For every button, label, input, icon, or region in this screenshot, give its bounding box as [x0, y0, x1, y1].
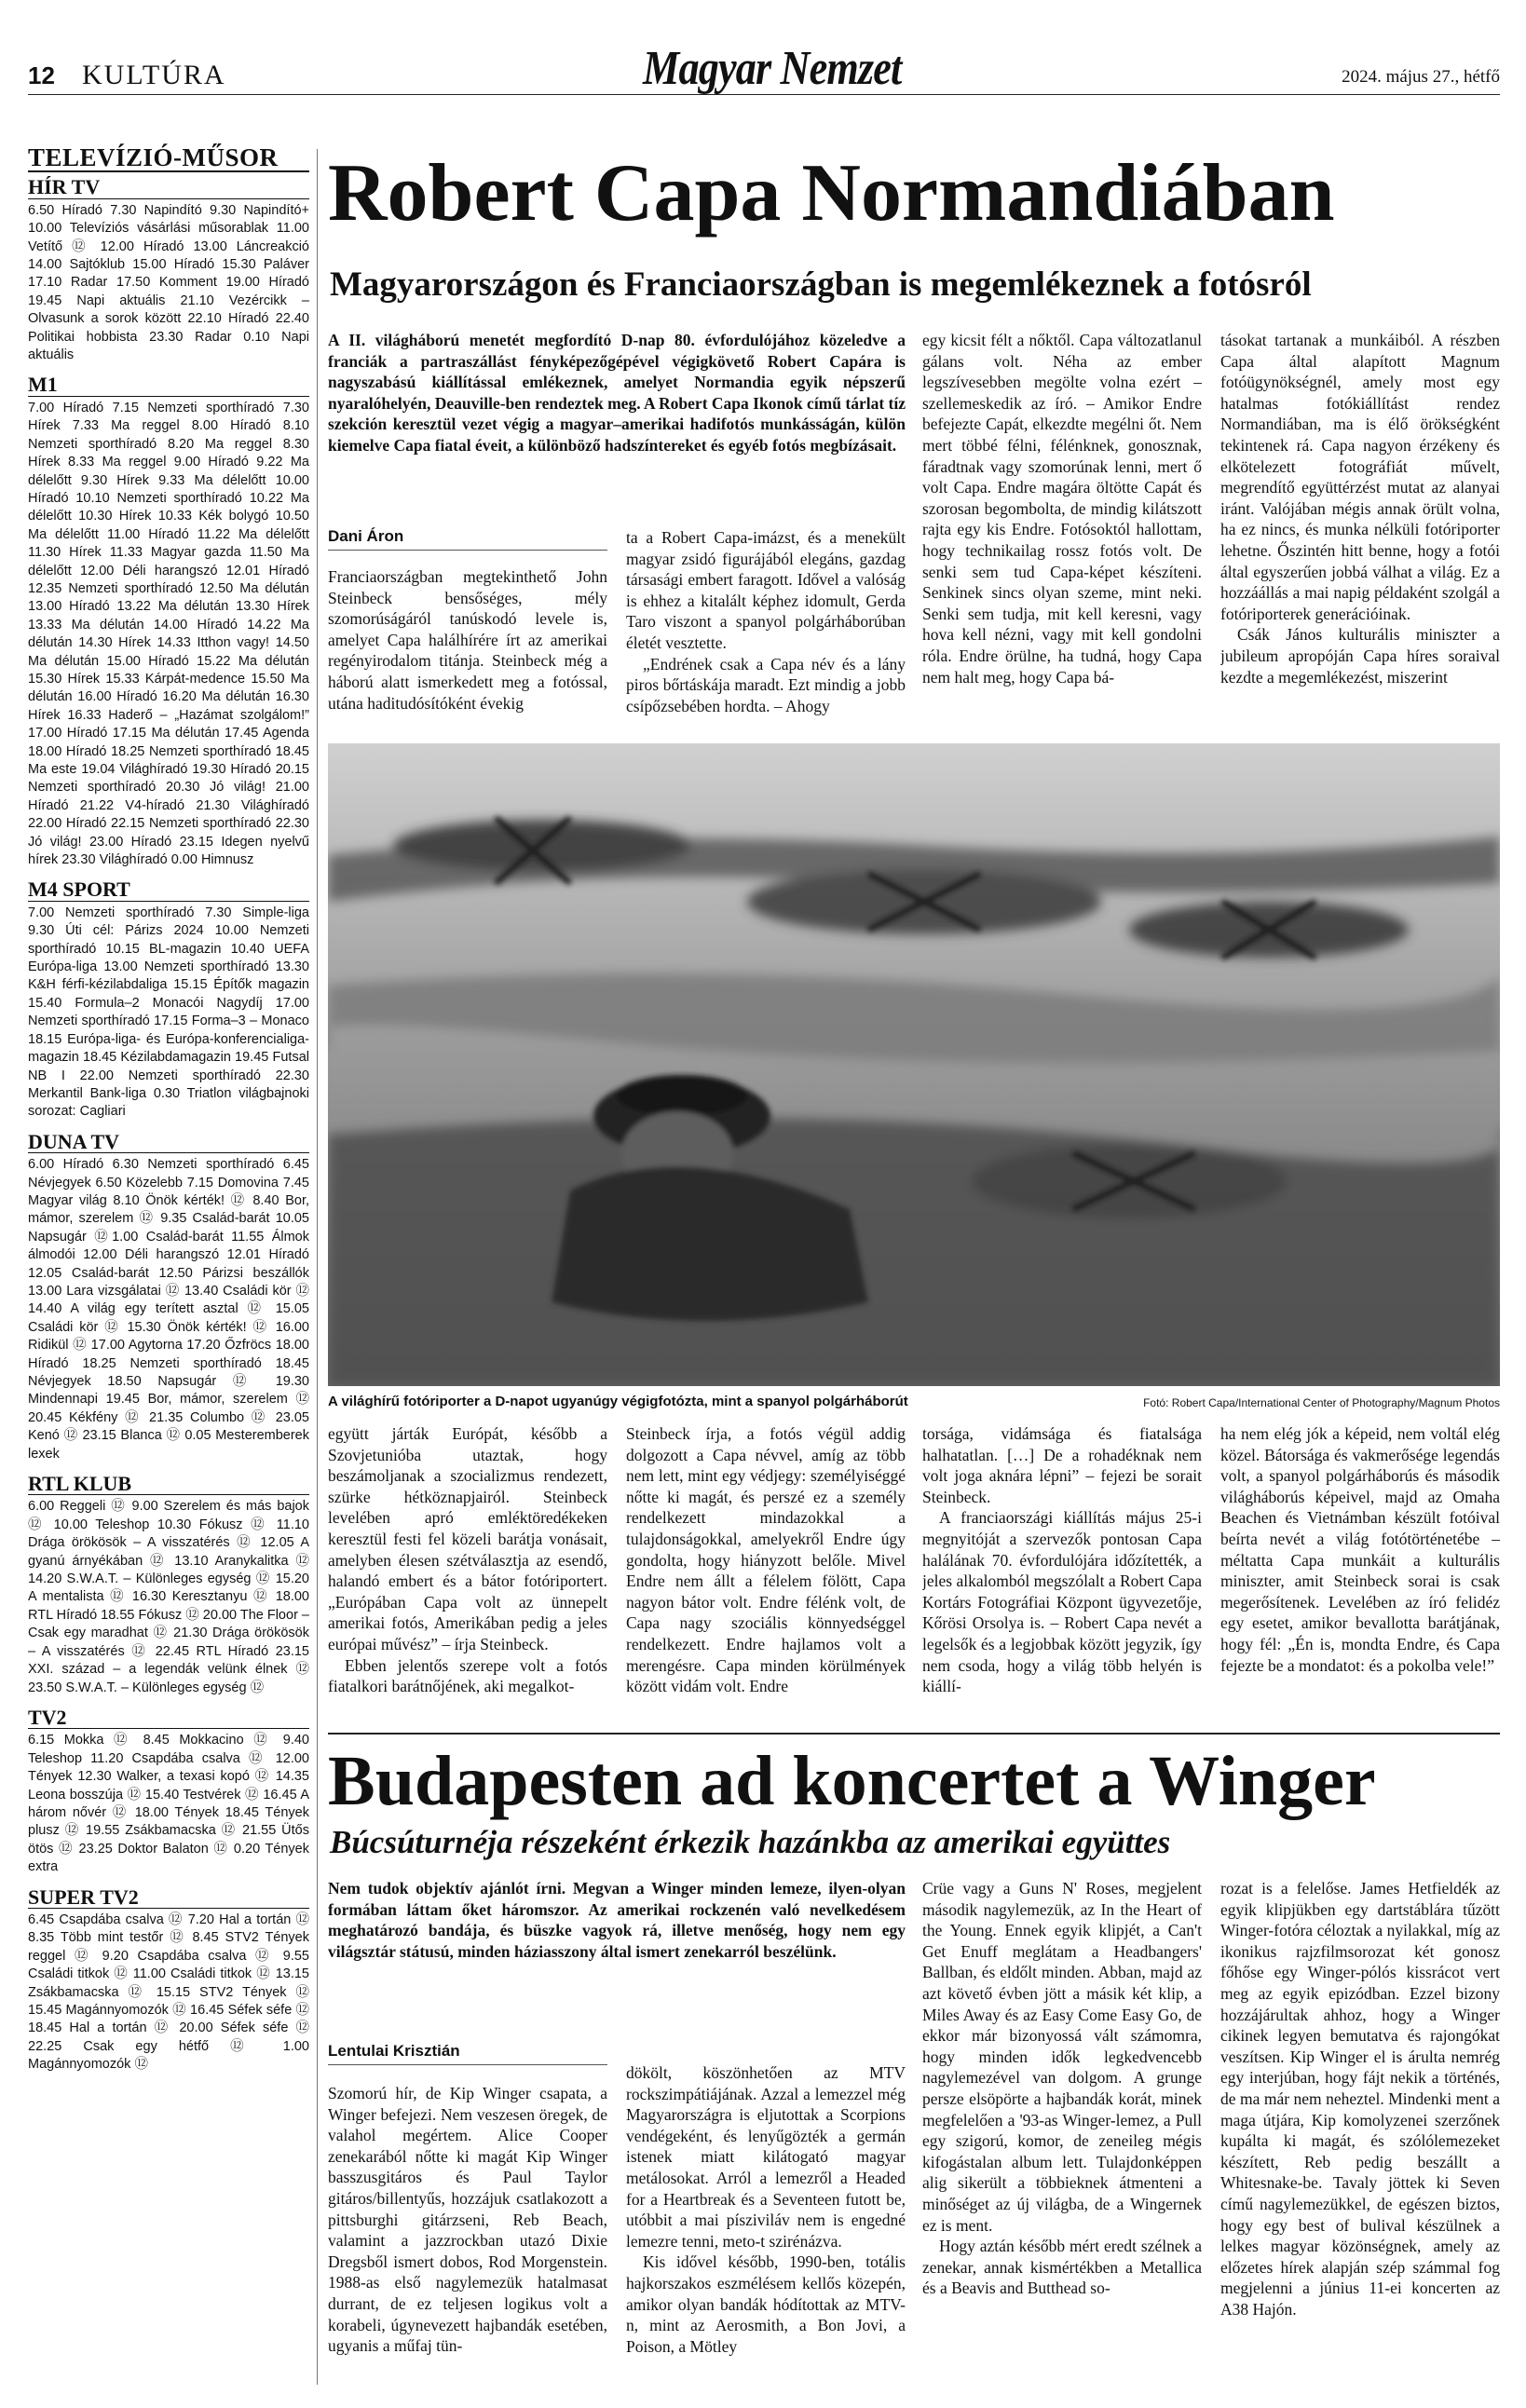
channel-block — [28, 1884, 309, 2075]
newspaper-logo: Magyar Nemzet — [643, 42, 902, 95]
article2-headline: Budapesten ad koncertet a Winger — [328, 1742, 1376, 1820]
photo-credit: Fotó: Robert Capa/International Center of Photography/Magnum Photos — [1143, 1396, 1500, 1409]
article2-column-2 — [626, 2062, 906, 2400]
article1-bottom-column-2 — [626, 1423, 906, 1723]
channel-block — [28, 175, 309, 364]
paragraph: Franciaországban megtekinthető John Steinbeck bensőséges, mély szomorúságáról tanúskodó levele is, amelyet Capa halálhírére írt az amerikai regényirodalom titánja. Steinbeck még a háború alatt ismerkedett meg a fotóssal, utána haditudósítóként évekig — [328, 567, 607, 713]
article1-bottom-column-1 — [328, 1423, 607, 1723]
paragraph: ta a Robert Capa-imázst, és a menekült magyar zsidó figurájából elegáns, gazdag társasági embert faragott. Idővel a valóság is ehhez a kitalált képhez idomult, Gerda Taro viszont a spanyol polgárháborúban életét vesztette. — [626, 528, 906, 652]
paragraph: Szomorú hír, de Kip Winger csapata, a Winger befejezi. Nem veszesen öregek, de valahol megértem. Alice Cooper zenekarából nőtte ki magát Kip Winger basszusgitáros és Paul Taylor gitáros/billentyűs, hozzájuk csatlakozott a pittsburghi gitárzseni, Reb Beach, valamint a jazzrockban utazó Dixie Dregsből ismert dobos, Rod Morgenstein. 1988-as első nagylemezük hatalmasat durrant, de ez teljesen logikus volt a korabeli, úgynevezett hajbandák esetében, ugyanis a műfaj tün- — [328, 2084, 607, 2356]
tv-guide-title: TELEVÍZIÓ-MŰSOR — [28, 149, 309, 172]
channel-name: TV2 — [28, 1708, 309, 1729]
channel-name: RTL KLUB — [28, 1475, 309, 1495]
article1-subheadline: Magyarországon és Franciaországban is megemlékeznek a fotósról — [330, 265, 1312, 304]
article1-top-column-3 — [922, 330, 1202, 734]
channel-schedule: 7.00 Nemzeti sporthíradó 7.30 Simple-liga 9.30 Úti cél: Párizs 2024 10.00 Nemzeti sporthíradó 10.15 BL-magazin 10.40 UEFA Európa-liga 13.00 Nemzeti sporthíradó 13.30 K&H férfi-kézilabdaliga 15.15 Építők magazin 15.40 Formula–2 Monacói Nagydíj 17.00 Nemzeti sporthíradó 17.15 Forma–3 – Monaco 18.15 Európa-liga- és Európa-konferencialiga-magazin 18.45 Kézilabdamagazin 19.45 Futsal NB I 22.00 Nemzeti sporthíradó 22.30 Merkantil Bank-liga 0.30 Triatlon világbajnoki sorozat: Cagliari — [28, 905, 309, 1120]
article1-bottom-column-3 — [922, 1423, 1202, 1723]
page-header — [28, 42, 1500, 95]
paragraph: egy kicsit félt a nőktől. Capa változatlanul gálans volt. Néha az ember legszívesebben megölte volna ezért – szellemeskedik az író. – Amikor Endre befejezte Capát, elkezdte megélni őt. Nem mert többé félni, félénknek, gonosznak, fáradtnak vagy szomorúnak lenni, mert ő volt Capa. Endre magára öltötte Capát és szorosan begombolta, de mindig kilátszott rajta egy kis Endre. Fotósoktól hallottam, hogy technikailag rossz fotós volt. De senki sem tud Capa-képet készíteni. Senkinek sincs olyan szeme, mint neki. Senki sem tudja, mit kell keresni, vagy hova kell nézni, vagy mit kell gondolni róla. Endre örülne, ha tudná, hogy Capa nem halt meg, hogy Capa bá- — [922, 331, 1202, 687]
article1-headline: Robert Capa Normandiában — [328, 148, 1335, 238]
channel-name: HÍR TV — [28, 178, 309, 198]
page-number: 12 — [28, 61, 55, 89]
paragraph: Hogy aztán később mért eredt szélnek a zenekar, annak kismértékben a Metallica és a Beavis and Butthead so- — [922, 2237, 1202, 2298]
paragraph: tásokat tartanak a munkáiból. A részben Capa által alapított Magnum fotóügynökségnél, amely most egy hatalmas fotókiállítást rendez Normandiában, ma is élő örökségként tekintenek rá. Capa nagyon érzékeny és elkötelezett fotográfiát művelt, megrendítő együttérzést mutat az alanyai iránt. Valójában mégis annak örült volna, ha ez nincs, és munka nélküli fotóriporter lehetne. Őszintén hitt benne, hogy a fotói által egyszerűen jobbá válhat a világ. Ez a hozzáállás a mai napig példaként szolgál a fotóriporterek generációinak. — [1220, 331, 1500, 623]
article1-lead: A II. világháború menetét megfordító D-nap 80. évfordulójához közeledve a franciák a partraszállást fényképezőgépével végigkövető Robert Capára is nagyszabású kiállítással emlékeznek, amelyet Normandia egyik népszerű nyaralóhelyén, Deauville-ben rendeztek meg. A Robert Capa Ikonok című tárlat tíz szekción keresztül vezet végig a magyar–amerikai hadifotós munkásságán, külön kiemelve Capa fiatal éveit, a különböző hadszíntereket és egyéb fotós megbízásait. — [328, 331, 906, 455]
paragraph: Kis idővel később, 1990-ben, totális hajkorszakos eszmélésem kellős közepén, amikor olyan bandák hódítottak az MTV-n, mint az Aerosmith, a Bon Jovi, a Poison, a Mötley — [626, 2252, 906, 2356]
channel-name: DUNA TV — [28, 1133, 309, 1153]
channel-block — [28, 1472, 309, 1697]
photo-illustration — [328, 743, 1500, 1386]
channel-schedule: 6.45 Csapdába csalva ⑫ 7.20 Hal a tortán ⑫ 8.35 Több mint testőr ⑫ 8.45 STV2 Tények reggel ⑫ 9.20 Csapdába csalva ⑫ 9.55 Családi titkok ⑫ 11.00 Családi titkok ⑫ 13.15 Zsákbamacska ⑫ 15.15 STV2 Tények ⑫ 15.45 Magánnyomozók ⑫ 16.45 Séfek séfe ⑫ 18.45 Hal a tortán ⑫ 20.00 Séfek séfe ⑫ 22.25 Csak egy hétfő ⑫ 1.00 Magánnyomozók ⑫ — [28, 1911, 309, 2073]
tv-guide-sidebar — [28, 143, 309, 2403]
article1-top-column-1 — [328, 566, 607, 734]
issue-date: 2024. május 27., hétfő — [1342, 67, 1500, 87]
channel-schedule: 7.00 Híradó 7.15 Nemzeti sporthíradó 7.30 Hírek 7.33 Ma reggel 8.00 Híradó 8.10 Nemzeti sporthíradó 8.20 Ma reggel 8.30 Hírek 8.33 Ma reggel 9.00 Híradó 9.22 Ma délelőtt 9.30 Hírek 9.33 Ma délelőtt 10.00 Híradó 10.10 Nemzeti sporthíradó 10.22 Ma délelőtt 10.30 Hírek 10.33 Kék bolygó 10.50 Ma délelőtt 11.00 Híradó 11.22 Ma délelőtt 11.30 Hírek 11.33 Magyar gazda 11.50 Ma délelőtt 12.00 Déli harangszó 12.01 Híradó 12.35 Nemzeti sporthíradó 12.50 Ma délután 13.00 Híradó 13.22 Ma délután 13.30 Hírek 13.33 Ma délután 14.00 Híradó 14.22 Ma délután 14.30 Hírek 14.33 Itthon vagy! 14.50 Ma délután 15.00 Híradó 15.22 Ma délután 15.30 Hírek 15.33 Kárpát-medence 15.50 Ma délután 16.00 Híradó 16.20 Ma délután 16.30 Hírek 16.33 Haderő – „Hazámat szolgálom!” 17.00 Híradó 17.15 Ma délután 17.45 Agenda 18.00 Híradó 18.25 Nemzeti sporthíradó 18.45 Ma este 19.04 Világhíradó 19.30 Híradó 20.15 Nemzeti sporthíradó 20.30 Jó világ! 21.00 Híradó 21.22 V4-híradó 21.30 Világhíradó 22.00 Híradó 22.15 Nemzeti sporthíradó 22.30 Jó világ! 23.00 Híradó 23.15 Idegen nyelvű hírek 23.30 Világhíradó 0.00 Himnusz — [28, 400, 309, 868]
paragraph: Ebben jelentős szerepe volt a fotós fiatalkori barátnőjének, aki megalkot- — [328, 1655, 607, 1696]
paragraph: dökölt, köszönhetően az MTV rockszimpátiájának. Azzal a lemezzel még Magyarországra is eljutottak a Scorpions vendégeként, és lenyűgözték a germán istenek miatt kilátogató magyar metálosokat. Arról a lemezről a Headed for a Heartbreak és a Seventeen futott be, utóbbit a mai písziviláv nem is engedné lemezre tenni, meto-t szirénázva. — [626, 2063, 906, 2251]
channel-name: M4 SPORT — [28, 880, 309, 901]
column-divider — [317, 149, 318, 2385]
paragraph: „Endrének csak a Capa név és a lány piros bőrtáskája maradt. Ezt mindig a jobb csípőzsebében hordta. – Ahogy — [626, 654, 906, 715]
article1-top-column-2 — [626, 527, 906, 734]
article-divider — [328, 1733, 1500, 1735]
article1-top-column-4 — [1220, 330, 1500, 734]
paragraph: együtt járták Európát, később a Szovjetunióba utaztak, hogy beszámoljanak a szocializmus rendezett, szürke hétköznapjairól. Steinbeck levelében apró emléktöredékeken keresztül festi fel közeli barátja vonásait, amelyben élesen szétválasztja az esendő, halandó embert és a bátor fotóriportert. „Európában Capa volt az ünnepelt amerikai fotós, Amerikában pedig a jeles európai művész” – írja Steinbeck. — [328, 1424, 607, 1653]
article2-column-4 — [1220, 1878, 1500, 2400]
channel-name: M1 — [28, 375, 309, 396]
channel-block — [28, 1705, 309, 1877]
photo-caption: A világhírű fotóriporter a D-napot ugyanúgy végigfotózta, mint a spanyol polgárháborút — [328, 1394, 908, 1409]
channel-name: SUPER TV2 — [28, 1888, 309, 1909]
paragraph: ha nem elég jók a képeid, nem voltál elég közel. Bátorsága és vakmerősége legendás volt, a spanyol polgárháborús és második világháborús képeivel, majd az Omaha Beachen és Vietnámban készült fotóival beírta nevét a világ fotótörténetébe – méltatta Capa munkáit a kulturális miniszter, amit Steinbeck sorai is csak megerősítenek. Levelében az író felidéz egy esetet, amikor bevallotta barátjának, hogy fél: „Én is, mondta Endre, és Capa fejezte be a mondatot: és a pokolba vele!” — [1220, 1424, 1500, 1675]
article2-lead: Nem tudok objektív ajánlót írni. Megvan a Winger minden lemeze, ilyen-olyan formában láttam őket háromszor. Az amerikai rockzenén való nevelkedésem meghatározó bandája, és büszke vagyok rá, illetve menőség, hogy nem egy világsztár státusú, minden háziasszony által ismert zenekarról beszélünk. — [328, 1879, 906, 1961]
article2-column-1 — [328, 2083, 607, 2400]
article2-column-3 — [922, 1878, 1202, 2400]
d-day-photo — [328, 743, 1500, 1386]
channel-block — [28, 375, 309, 869]
paragraph: Steinbeck írja, a fotós végül addig dolgozott a Capa névvel, amíg az több nem lett, mint egy védjegy: személyiséggé nőtte ki magát, és perszé ez a személy rendelkezett mindazokkal a tulajdonságokkal, amelyekről Endre úgy gondolta, hogy hiányzott belőle. Mivel Endre nem állt a félelem fölött, Capa nagyon bátor volt. Endre félénk volt, de Capa nagy szociális könnyedséggel rendelkezett. Endre hajlamos volt a merengésre. Capa minden körülmények között vidám volt. Endre — [626, 1424, 906, 1696]
article2-subheadline: Búcsúturnéja részeként érkezik hazánkba az amerikai együttes — [330, 1824, 1171, 1860]
channel-schedule: 6.50 Híradó 7.30 Napindító 9.30 Napindító+ 10.00 Televíziós vásárlási műsorablak 11.00 Vetítő ⑫ 12.00 Híradó 13.00 Láncreakció 14.00 Sajtóklub 15.00 Híradó 15.30 Paláver 17.10 Radar 17.50 Komment 19.00 Híradó 19.45 Napi aktuális 21.10 Vezércikk – Olvasunk a sorok között 22.10 Híradó 22.40 Politikai hobbista 23.30 Radar 0.10 Napi aktuális — [28, 202, 309, 363]
article1-bottom-column-4 — [1220, 1423, 1500, 1723]
channel-block — [28, 1129, 309, 1463]
article1-byline: Dani Áron — [328, 527, 607, 551]
channel-block — [28, 877, 309, 1121]
paragraph: Csák János kulturális miniszter a jubileum apropóján Capa híres soraival kezdte a megemlékezést, miszerint — [1220, 625, 1500, 687]
channel-schedule: 6.15 Mokka ⑫ 8.45 Mokkacino ⑫ 9.40 Teleshop 11.20 Csapdába csalva ⑫ 12.00 Tények 12.30 Walker, a texasi kopó ⑫ 14.35 Leona bosszúja ⑫ 15.40 Testvérek ⑫ 16.45 A három nővér ⑫ 18.00 Tények 18.45 Tények plusz ⑫ 19.55 Zsákbamacska ⑫ 21.55 Ütős ötös ⑫ 23.25 Doktor Balaton ⑫ 0.20 Tények extra — [28, 1733, 309, 1875]
paragraph: rozat is a felelőse. James Hetfieldék az egyik klipjükben egy dartstáblára tűzött Winger-fotóra céloztak a nyilakkal, míg az ikonikus rajzfilmsorozat két gonosz főhőse egy Winger-pólós kissrácot vert meg az egyik epizódban. Ezzel bizony hozzájárultak ahhoz, hogy a Winger cikinek legyen bemutatva és rajongókat veszítsen. Kip Winger el is árulta nemrég egy interjúban, hogy fájt nekik a történés, de ma már nem neheztel. Mindenki ment a maga útjára, Kip komolyzenei szerzőnek kupálta ki magát, és szólólemezeket készített, Reb pedig beszállt a Whitesnake-be. Tavaly jöttek ki Seven című nagylemezükkel, de egészen biztos, hogy egy best of bulival készülnek a lelkes magyar közönségnek, amely az előzetes hírek alapján szép számmal fog megjelenni a június 11-ei koncerten az A38 Hajón. — [1220, 1879, 1500, 2319]
paragraph: torsága, vidámsága és fiatalsága halhatatlan. […] De a rohadéknak nem volt joga aknára lépni” – fejezi be sorait Steinbeck. — [922, 1424, 1202, 1506]
channel-schedule: 6.00 Híradó 6.30 Nemzeti sporthíradó 6.45 Névjegyek 6.50 Közelebb 7.15 Domovina 7.45 Magyar világ 8.10 Önök kérték! ⑫ 8.40 Bor, mámor, szerelem ⑫ 9.35 Család-barát 10.05 Napsugár ⑫1.00 Család-barát 11.55 Álmok álmodói 12.00 Déli harangszó 12.01 Híradó 12.05 Család-barát 12.50 Párizsi beszállók 13.00 Lara vizsgálatai ⑫ 13.40 Családi kör ⑫ 14.40 A világ egy terített asztal ⑫ 15.05 Családi kör ⑫ 15.30 Önök kérték! ⑫ 16.00 Ridikül ⑫ 17.00 Agytorna 17.20 Őzfröcs 18.00 Híradó 18.25 Nemzeti sporthíradó 18.45 Névjegyek 18.50 Napsugár ⑫ 19.30 Mindennapi 19.45 Bor, mámor, szerelem ⑫ 20.45 Kékfény ⑫ 21.35 Columbo ⑫ 23.05 Kenó ⑫ 23.15 Blanca ⑫ 0.05 Mesteremberek lexek — [28, 1157, 309, 1462]
paragraph: Crüe vagy a Guns N' Roses, megjelent második nagylemezük, az In the Heart of the Young. Ennek egyik klipjét, a Can't Get Enuff meglátam a Headbangers' Ballban, és eldőlt minden. Abban, majd az azt követő évben jött a másik két klip, a Miles Away és az Easy Come Easy Go, de ekkor már bizonyossá vált számomra, hogy minden idők legkedvencebb nagylemezével van dolgom. A grunge persze elsöpörte a hajbandák korát, minek megfelelően a '93-as Winger-lemez, a Pull egy szigorú, komor, de zeneileg mégis kifogástalan album lett. Tulajdonképpen alig sikerült a többieknek átmenteni a minőséget az új világba, de a Wingernek ez is ment. — [922, 1879, 1202, 2235]
section-name: KULTÚRA — [82, 60, 226, 90]
paragraph: A franciaországi kiállítás május 25-i megnyitóját a szervezők pontosan Capa halálának 70. évfordulójára időzítették, a jeles alkalomból megszólalt a Robert Capa Kortárs Fotográfiai Központ ügyvezetője, Kőrösi Orsolya is. – Robert Capa nevét a legelsők és a legjobbak között jegyzik, így nem csoda, hogy a világ több helyén is kiállí- — [922, 1508, 1202, 1696]
channel-schedule: 6.00 Reggeli ⑫ 9.00 Szerelem és más bajok ⑫ 10.00 Teleshop 10.30 Fókusz ⑫ 11.10 Drága örökösök – A visszatérés ⑫ 12.05 A gyanú árnyékában ⑫ 13.10 Aranykalitka ⑫ 14.20 S.W.A.T. – Különleges egység ⑫ 15.20 A mentalista ⑫ 16.30 Keresztanyu ⑫ 18.00 RTL Híradó 18.55 Fókusz ⑫ 20.00 The Floor – Csak egy maradhat ⑫ 21.30 Drága örökösök – A visszatérés ⑫ 22.45 RTL Híradó 23.15 XXI. század – a legendák velünk élnek ⑫ 23.50 S.W.A.T. – Különleges egység ⑫ — [28, 1499, 309, 1695]
article2-byline: Lentulai Krisztián — [328, 2042, 607, 2065]
